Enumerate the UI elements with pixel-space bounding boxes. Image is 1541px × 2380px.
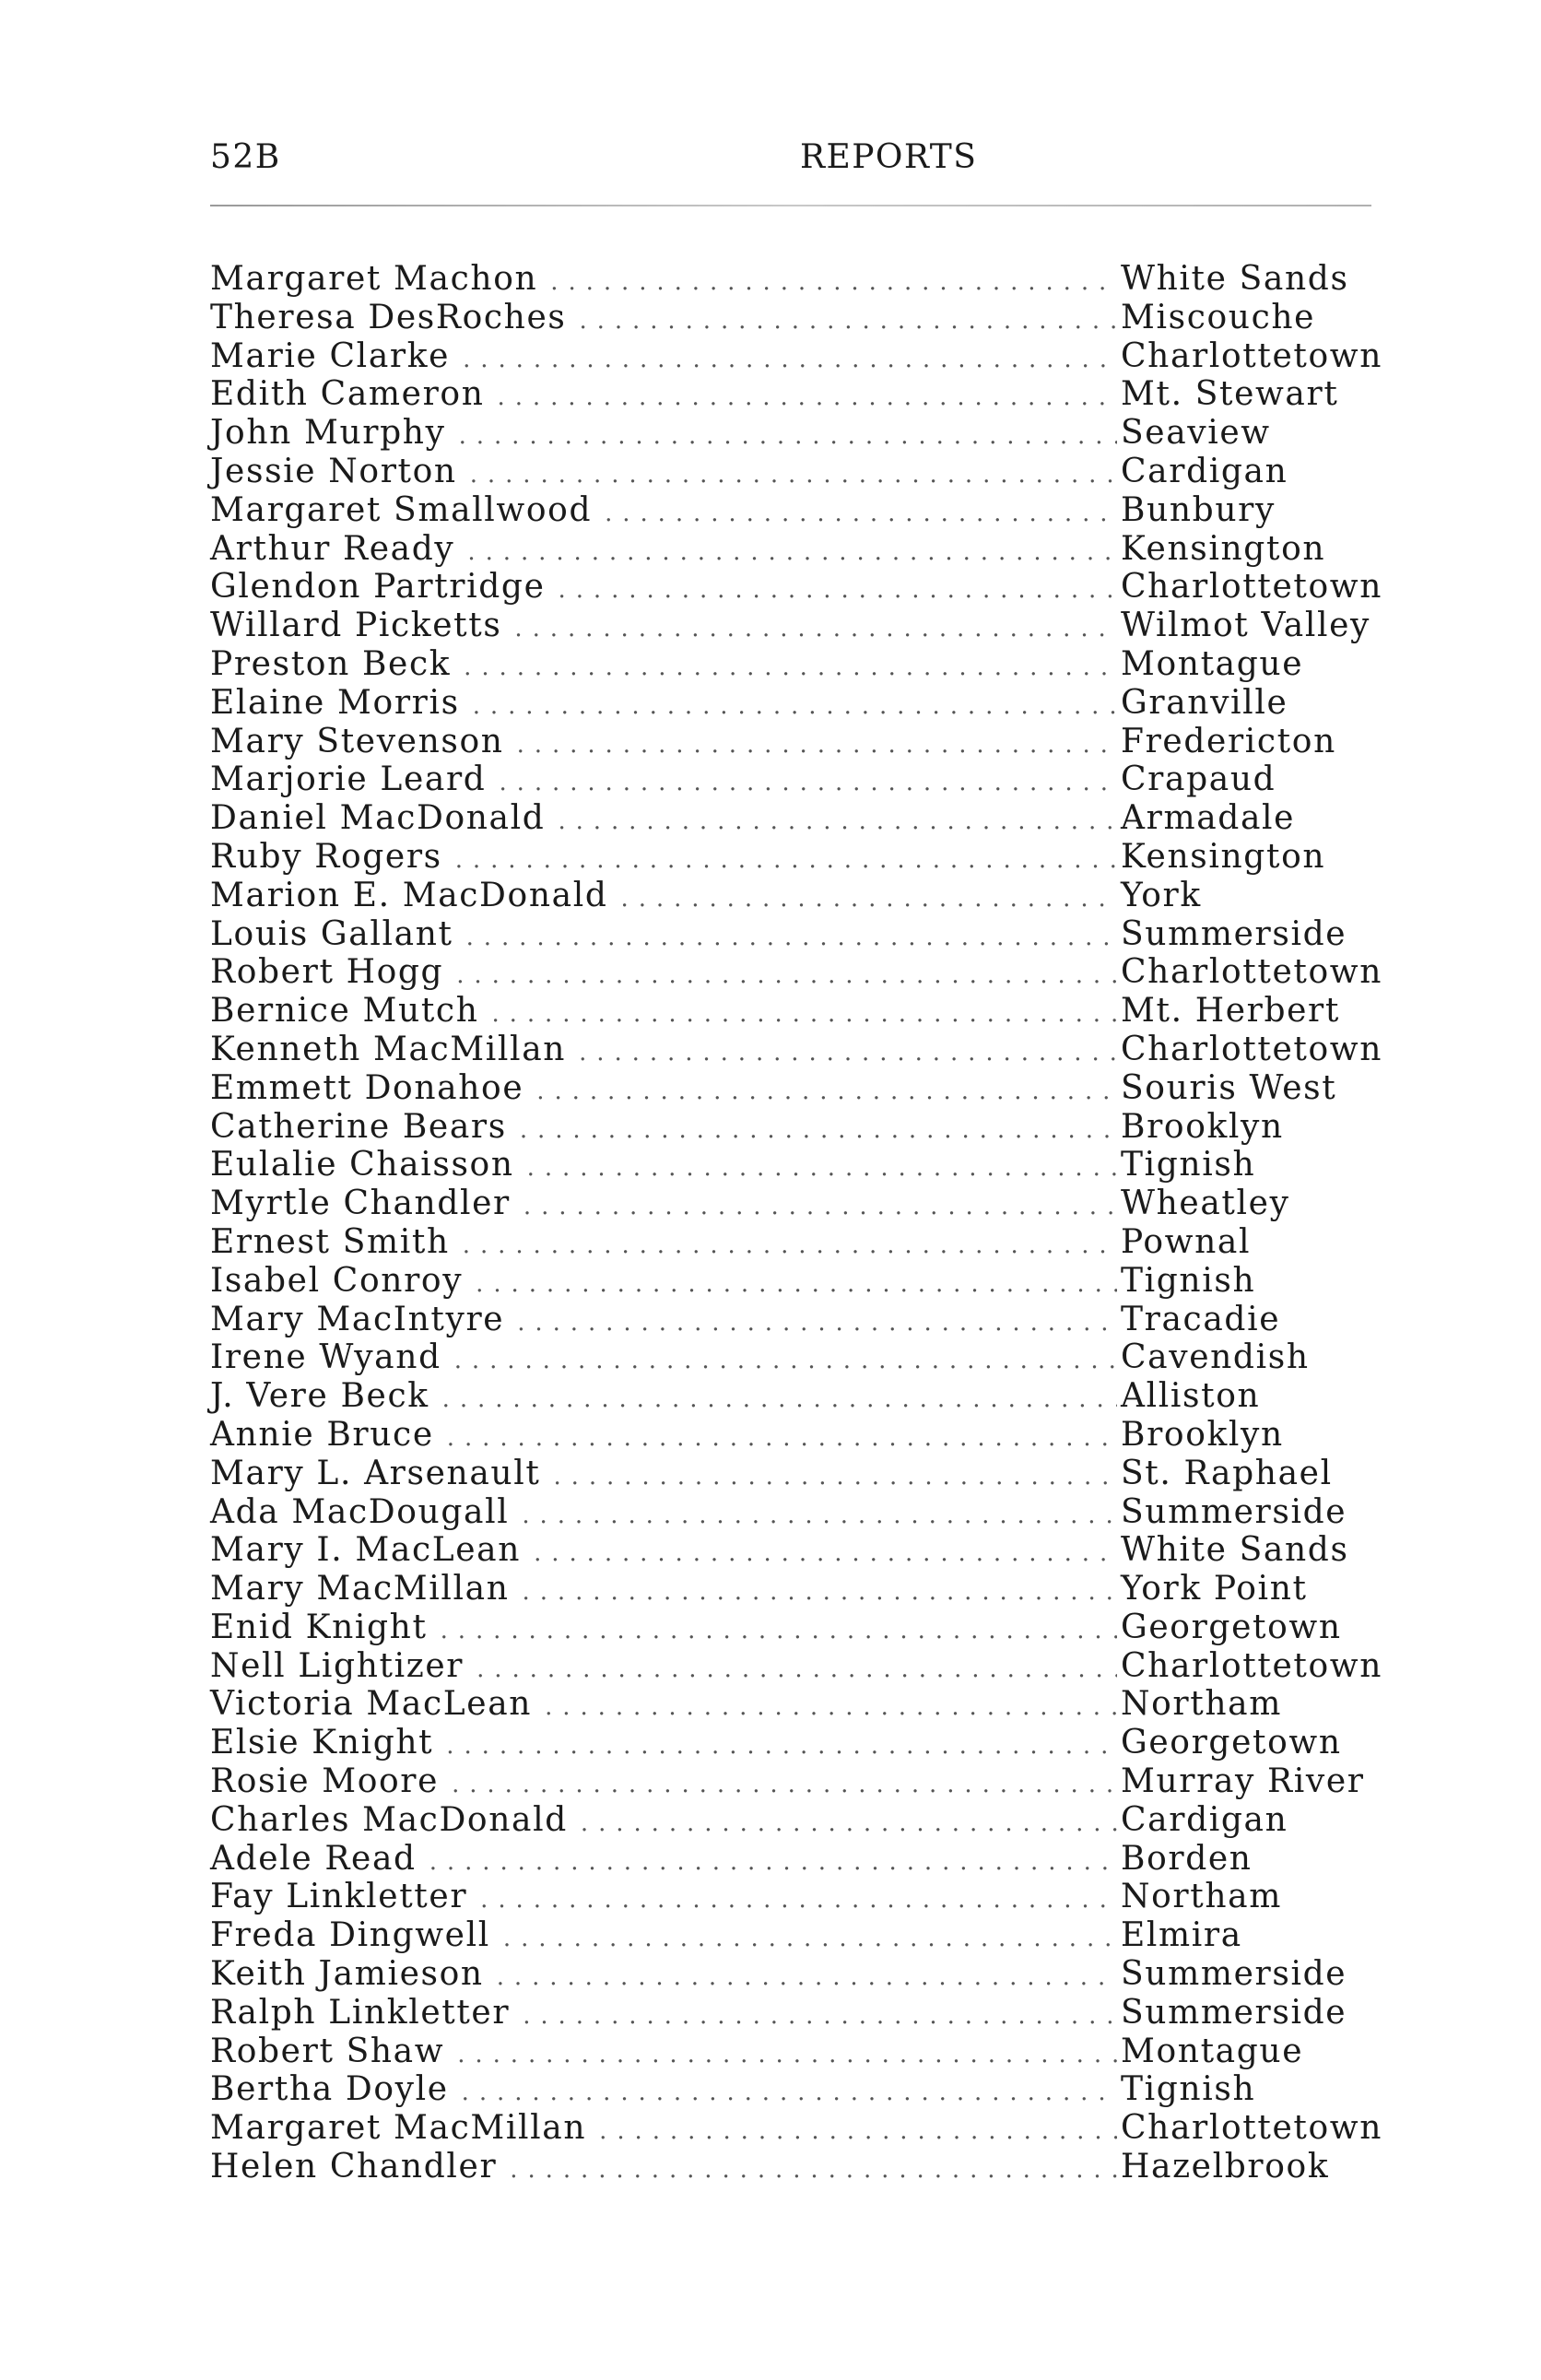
- entry-name: Catherine Bears: [210, 1107, 507, 1146]
- entry-place: Northam: [1121, 1878, 1282, 1916]
- entry-name: Irene Wyand: [210, 1338, 441, 1377]
- dot-leader: [470, 456, 1117, 495]
- list-item: [210, 1031, 1390, 1069]
- entry-name: Louis Gallant: [210, 914, 453, 953]
- entry-name: Mary MacMillan: [210, 1570, 510, 1608]
- entry-name: Robert Hogg: [210, 953, 444, 992]
- dot-leader: [523, 1573, 1117, 1612]
- entry-name: Margaret Machon: [210, 260, 538, 298]
- list-item: [210, 2070, 1390, 2109]
- list-item: [210, 1878, 1390, 1916]
- dot-leader: [452, 1766, 1117, 1805]
- list-item: [210, 1069, 1390, 1108]
- entry-place: Tignish: [1121, 1146, 1256, 1184]
- list-item: [210, 992, 1390, 1031]
- entry-name: Nell Lightizer: [210, 1646, 465, 1685]
- dot-leader: [510, 2151, 1117, 2190]
- entry-name: Ada MacDougall: [210, 1492, 510, 1531]
- list-item: [210, 1108, 1390, 1147]
- entry-name: Mary Stevenson: [210, 722, 504, 760]
- list-item: [210, 953, 1390, 992]
- entry-place: Georgetown: [1121, 1608, 1342, 1646]
- entry-place: Seaview: [1121, 414, 1271, 453]
- entry-place: Cavendish: [1121, 1338, 1310, 1377]
- entry-name: Mary I. MacLean: [210, 1531, 522, 1570]
- entry-place: Crapaud: [1121, 760, 1276, 799]
- entry-name: Margaret MacMillan: [210, 2109, 587, 2148]
- dot-leader: [463, 341, 1117, 380]
- dot-leader: [459, 418, 1117, 456]
- entry-place: Wilmot Valley: [1121, 607, 1371, 645]
- entry-name: Victoria MacLean: [210, 1685, 533, 1724]
- dot-leader: [523, 1188, 1117, 1227]
- entry-place: Tignish: [1121, 1261, 1256, 1300]
- entry-place: Summerside: [1121, 914, 1347, 953]
- dot-leader: [499, 764, 1117, 803]
- entry-name: Margaret Smallwood: [210, 490, 593, 529]
- entry-name: Daniel MacDonald: [210, 799, 546, 838]
- dot-leader: [462, 2074, 1117, 2113]
- entry-place: York: [1121, 876, 1202, 914]
- dot-leader: [514, 610, 1117, 649]
- entry-place: Summerside: [1121, 1492, 1347, 1531]
- entry-place: Brooklyn: [1121, 1415, 1284, 1454]
- dot-leader: [534, 1535, 1117, 1573]
- roster-list: [210, 260, 1390, 2186]
- page-number: 52B: [210, 138, 281, 176]
- entry-name: Myrtle Chandler: [210, 1184, 511, 1223]
- list-item: [210, 414, 1390, 453]
- list-item: [210, 760, 1390, 799]
- entry-place: Montague: [1121, 2032, 1304, 2070]
- list-item: [210, 723, 1390, 761]
- entry-name: Marie Clarke: [210, 336, 451, 375]
- dot-leader: [446, 1727, 1117, 1766]
- entry-place: Hazelbrook: [1121, 2148, 1330, 2186]
- entry-place: Pownal: [1121, 1222, 1252, 1261]
- entry-name: Marjorie Leard: [210, 760, 487, 799]
- list-item: [210, 684, 1390, 723]
- list-item: [210, 877, 1390, 915]
- entry-name: Eulalie Chaisson: [210, 1146, 514, 1184]
- entry-place: Charlottetown: [1121, 1646, 1383, 1685]
- entry-name: Enid Knight: [210, 1608, 428, 1646]
- list-item: [210, 1840, 1390, 1879]
- entry-name: Keith Jamieson: [210, 1955, 484, 1994]
- list-item: [210, 1416, 1390, 1455]
- entry-place: Summerside: [1121, 1993, 1347, 2032]
- list-item: [210, 1916, 1390, 1955]
- dot-leader: [517, 1304, 1117, 1343]
- entry-place: Charlottetown: [1121, 568, 1383, 607]
- dot-leader: [536, 1073, 1117, 1112]
- dot-leader: [467, 534, 1117, 572]
- dot-leader: [503, 1920, 1117, 1959]
- dot-leader: [498, 379, 1117, 418]
- dot-leader: [523, 1997, 1117, 2036]
- entry-place: Mt. Stewart: [1121, 375, 1339, 414]
- entry-place: Borden: [1121, 1839, 1253, 1878]
- entry-name: Kenneth MacMillan: [210, 1030, 567, 1068]
- dot-leader: [553, 1458, 1117, 1497]
- list-item: [210, 1608, 1390, 1647]
- dot-leader: [463, 1227, 1117, 1266]
- list-item: [210, 260, 1390, 299]
- entry-place: Georgetown: [1121, 1724, 1342, 1762]
- entry-name: Ralph Linkletter: [210, 1993, 511, 2032]
- dot-leader: [517, 726, 1117, 765]
- list-item: [210, 1570, 1390, 1608]
- dot-leader: [476, 1266, 1117, 1304]
- dot-leader: [558, 803, 1117, 842]
- entry-name: John Murphy: [210, 414, 446, 453]
- list-item: [210, 1223, 1390, 1262]
- entry-place: Elmira: [1121, 1916, 1242, 1955]
- dot-leader: [527, 1149, 1117, 1188]
- dot-leader: [559, 571, 1117, 610]
- list-item: [210, 1455, 1390, 1493]
- entry-name: Adele Read: [210, 1839, 417, 1878]
- entry-place: Fredericton: [1121, 722, 1336, 760]
- dot-leader: [480, 1881, 1117, 1920]
- dot-leader: [520, 1112, 1117, 1150]
- entry-place: Montague: [1121, 644, 1304, 683]
- entry-place: Kensington: [1121, 529, 1326, 568]
- list-item: [210, 1801, 1390, 1840]
- list-item: [210, 1377, 1390, 1416]
- entry-name: Jessie Norton: [210, 452, 457, 490]
- entry-name: Elaine Morris: [210, 683, 460, 722]
- entry-place: Kensington: [1121, 837, 1326, 876]
- list-item: [210, 607, 1390, 645]
- list-item: [210, 1955, 1390, 1994]
- entry-place: Tracadie: [1121, 1300, 1281, 1338]
- entry-name: Arthur Ready: [210, 529, 455, 568]
- entry-place: Mt. Herbert: [1121, 992, 1340, 1031]
- dot-leader: [581, 1805, 1117, 1844]
- dot-leader: [605, 495, 1117, 534]
- entry-name: Fay Linkletter: [210, 1878, 468, 1916]
- list-item: [210, 1493, 1390, 1532]
- entry-place: Granville: [1121, 683, 1288, 722]
- dot-leader: [442, 1381, 1117, 1420]
- entry-name: Isabel Conroy: [210, 1261, 464, 1300]
- entry-name: Willard Picketts: [210, 607, 502, 645]
- entry-name: Mary MacIntyre: [210, 1300, 505, 1338]
- list-item: [210, 1724, 1390, 1762]
- page-header: [210, 138, 1371, 190]
- dot-leader: [599, 2113, 1117, 2151]
- entry-place: St. Raphael: [1121, 1454, 1333, 1492]
- dot-leader: [456, 957, 1117, 996]
- header-rule: [210, 205, 1371, 206]
- dot-leader: [447, 1420, 1117, 1458]
- list-item: [210, 337, 1390, 376]
- list-item: [210, 2148, 1390, 2186]
- entry-name: Elsie Knight: [210, 1724, 434, 1762]
- list-item: [210, 1685, 1390, 1724]
- list-item: [210, 645, 1390, 684]
- entry-name: Freda Dingwell: [210, 1916, 490, 1955]
- dot-leader: [441, 1612, 1117, 1651]
- entry-place: Northam: [1121, 1685, 1282, 1724]
- list-item: [210, 2032, 1390, 2071]
- dot-leader: [580, 302, 1118, 341]
- entry-name: Emmett Donahoe: [210, 1068, 524, 1107]
- list-item: [210, 1184, 1390, 1223]
- list-item: [210, 299, 1390, 337]
- entry-name: Bertha Doyle: [210, 2070, 449, 2109]
- dot-leader: [454, 1342, 1117, 1381]
- dot-leader: [457, 2036, 1117, 2075]
- dot-leader: [464, 649, 1117, 688]
- entry-name: Rosie Moore: [210, 1762, 440, 1801]
- entry-place: White Sands: [1121, 1531, 1349, 1570]
- entry-place: Charlottetown: [1121, 2109, 1383, 2148]
- dot-leader: [429, 1844, 1117, 1882]
- entry-place: Souris West: [1121, 1068, 1337, 1107]
- entry-place: Charlottetown: [1121, 953, 1383, 992]
- entry-name: J. Vere Beck: [210, 1377, 429, 1416]
- entry-place: Alliston: [1121, 1377, 1261, 1416]
- list-item: [210, 1994, 1390, 2032]
- list-item: [210, 1762, 1390, 1801]
- list-item: [210, 2109, 1390, 2148]
- entry-name: Annie Bruce: [210, 1415, 434, 1454]
- list-item: [210, 1262, 1390, 1301]
- entry-place: Bunbury: [1121, 490, 1276, 529]
- entry-name: Glendon Partridge: [210, 568, 546, 607]
- entry-place: Cardigan: [1121, 452, 1288, 490]
- entry-name: Mary L. Arsenault: [210, 1454, 541, 1492]
- list-item: [210, 1338, 1390, 1377]
- entry-place: Cardigan: [1121, 1800, 1288, 1839]
- dot-leader: [522, 1497, 1117, 1536]
- entry-place: White Sands: [1121, 260, 1349, 298]
- list-item: [210, 568, 1390, 607]
- dot-leader: [455, 842, 1117, 880]
- list-item: [210, 1146, 1390, 1184]
- entry-place: Summerside: [1121, 1955, 1347, 1994]
- entry-place: Murray River: [1121, 1762, 1365, 1801]
- dot-leader: [550, 264, 1117, 302]
- list-item: [210, 1647, 1390, 1686]
- list-item: [210, 491, 1390, 530]
- list-item: [210, 1531, 1390, 1570]
- entry-name: Robert Shaw: [210, 2032, 445, 2070]
- list-item: [210, 838, 1390, 877]
- entry-place: York Point: [1121, 1570, 1308, 1608]
- entry-place: Armadale: [1121, 799, 1296, 838]
- entry-name: Theresa DesRoches: [210, 298, 567, 336]
- list-item: [210, 453, 1390, 491]
- dot-leader: [466, 919, 1117, 958]
- entry-name: Ruby Rogers: [210, 837, 442, 876]
- entry-place: Tignish: [1121, 2070, 1256, 2109]
- list-item: [210, 1301, 1390, 1339]
- entry-name: Edith Cameron: [210, 375, 485, 414]
- entry-place: Charlottetown: [1121, 1030, 1383, 1068]
- entry-place: Wheatley: [1121, 1184, 1290, 1223]
- entry-name: Helen Chandler: [210, 2148, 498, 2186]
- dot-leader: [476, 1651, 1117, 1690]
- dot-leader: [497, 1959, 1117, 1997]
- entry-place: Brooklyn: [1121, 1107, 1284, 1146]
- list-item: [210, 375, 1390, 414]
- dot-leader: [473, 688, 1117, 726]
- dot-leader: [621, 880, 1117, 919]
- entry-name: Ernest Smith: [210, 1222, 450, 1261]
- entry-place: Charlottetown: [1121, 336, 1383, 375]
- list-item: [210, 530, 1390, 569]
- list-item: [210, 915, 1390, 954]
- entry-name: Charles MacDonald: [210, 1800, 568, 1839]
- entry-name: Preston Beck: [210, 644, 452, 683]
- running-head: REPORTS: [800, 138, 978, 176]
- dot-leader: [545, 1689, 1117, 1727]
- dot-leader: [492, 996, 1118, 1034]
- entry-name: Bernice Mutch: [210, 992, 479, 1031]
- entry-name: Marion E. MacDonald: [210, 876, 608, 914]
- dot-leader: [579, 1034, 1117, 1073]
- entry-place: Miscouche: [1121, 298, 1316, 336]
- list-item: [210, 799, 1390, 838]
